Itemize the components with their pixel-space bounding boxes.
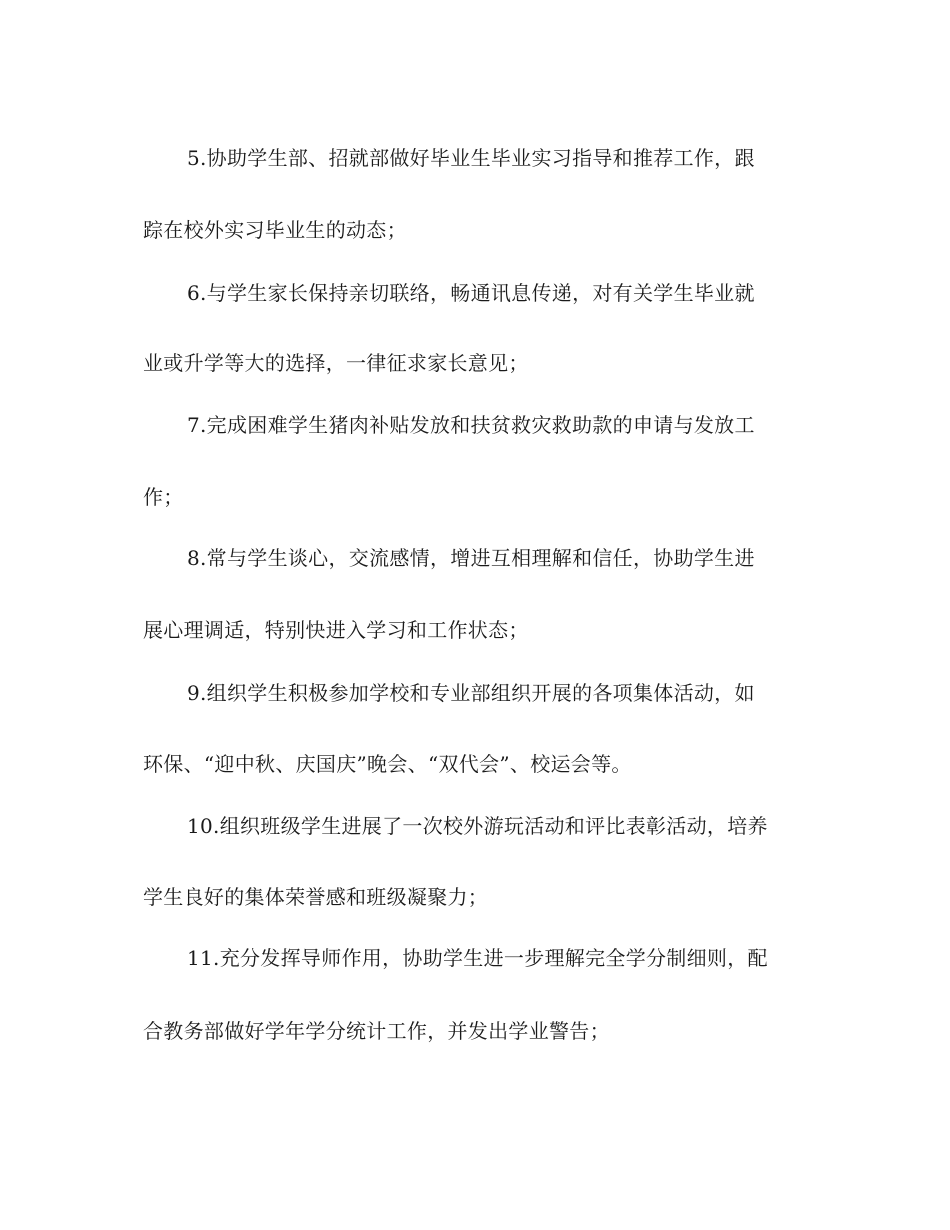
item-10-line-1: 10.组织班级学生进展了一次校外游玩活动和评比表彰活动，培养 (187, 814, 768, 838)
item-6-line-2: 业或升学等大的选择，一律征求家长意见； (143, 351, 529, 375)
item-10-line-2: 学生良好的集体荣誉感和班级凝聚力； (143, 885, 489, 909)
item-11-line-1: 11.充分发挥导师作用，协助学生进一步理解完全学分制细则，配 (187, 946, 768, 970)
item-6-line-1: 6.与学生家长保持亲切联络，畅通讯息传递，对有关学生毕业就 (187, 281, 755, 305)
item-7-line-2: 作； (143, 485, 184, 509)
item-8-line-1: 8.常与学生谈心，交流感情，增进互相理解和信任，协助学生进 (187, 546, 755, 570)
item-5-line-2: 踪在校外实习毕业生的动态； (143, 218, 407, 242)
item-11-line-2: 合教务部做好学年学分统计工作，并发出学业警告； (143, 1019, 610, 1043)
item-7-line-1: 7.完成困难学生猪肉补贴发放和扶贫救灾救助款的申请与发放工 (187, 413, 755, 437)
item-8-line-2: 展心理调适，特别快进入学习和工作状态； (143, 618, 529, 642)
item-9-line-2: 环保、“迎中秋、庆国庆”晚会、“双代会”、校运会等。 (143, 752, 632, 776)
item-9-line-1: 9.组织学生积极参加学校和专业部组织开展的各项集体活动，如 (187, 681, 755, 705)
item-5-line-1: 5.协助学生部、招就部做好毕业生毕业实习指导和推荐工作，跟 (187, 146, 755, 170)
